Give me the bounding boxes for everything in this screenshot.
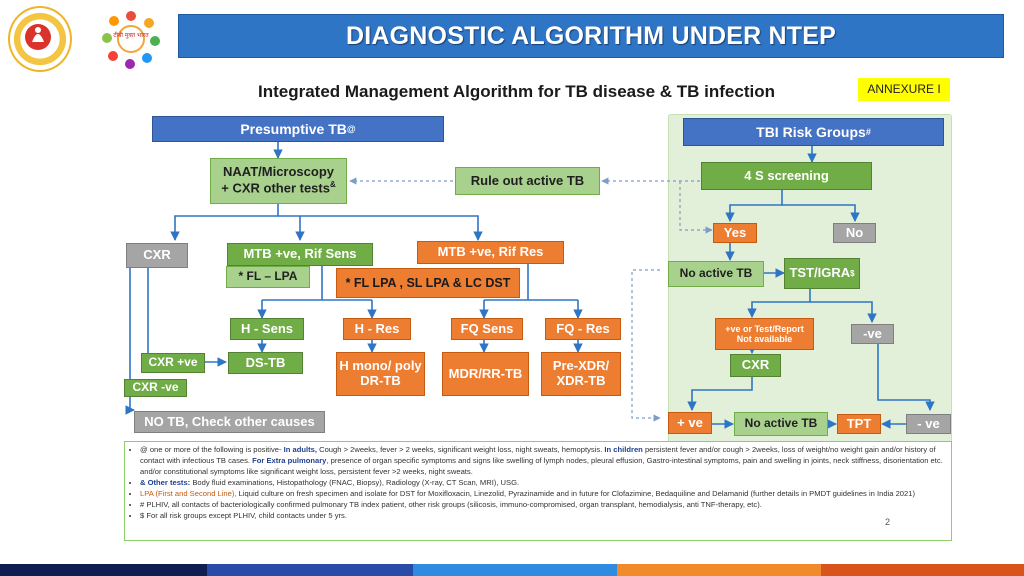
- mtb-rif-res-box: MTB +ve, Rif Res: [417, 241, 564, 264]
- cxr-right-box: CXR: [730, 354, 781, 377]
- positive-test-line1: +ve or Test/Report: [725, 323, 804, 334]
- positive-test-line2: Not available: [736, 334, 793, 344]
- no-active-tb-box: No active TB: [668, 261, 764, 287]
- mdr-rr-tb-box: MDR/RR-TB: [442, 352, 529, 396]
- fq-res-box: FQ - Res: [545, 318, 621, 340]
- presumptive-tb-box: [152, 116, 444, 142]
- yes-box: Yes: [713, 223, 757, 243]
- tst-igra-label: TST/IGRA: [789, 265, 851, 281]
- footer-strip-skyblue: [413, 564, 617, 576]
- plus-ve-box: + ve: [668, 412, 712, 434]
- footnote-2: • & Other tests: Body fluid examinations, Histopathology (FNAC, Biopsy), Radiology (X-ray, CT Scan, MRI), USG.: [140, 477, 945, 488]
- footnote-4: • # PLHIV, all contacts of bacteriologically confirmed pulmonary TB index patient, other risk groups (silicosis, immuno-compromised, organ transplant, hemodialysis, anti TNF-therapy, etc).: [140, 499, 945, 510]
- footer-strip-blue: [207, 564, 413, 576]
- annexure-badge: ANNEXURE I: [858, 78, 950, 101]
- h-mono-box: H mono/ poly DR-TB: [336, 352, 425, 396]
- presumptive-tb-label: Presumptive TB: [240, 120, 347, 137]
- cxr-box: CXR: [126, 243, 188, 268]
- mtb-rif-sens-box: MTB +ve, Rif Sens: [227, 243, 373, 266]
- logo2-text: टीबी मुक्त भारत: [113, 32, 149, 39]
- naat-sup: &: [329, 180, 336, 190]
- positive-test-box: [715, 318, 814, 350]
- ds-tb-box: DS-TB: [228, 352, 303, 374]
- cxr-pos-box: CXR +ve: [141, 353, 205, 373]
- fq-sens-box: FQ Sens: [451, 318, 523, 340]
- tst-igra-box: [784, 258, 860, 289]
- footnote-1: • @ one or more of the following is positive- In adults, Cough > 2weeks, fever > 2 weeks, significant weight loss, night sweats, hemoptysis. In children persistent fever and/or cough > 2weeks, loss of weight/no weight gain and/or history of contact with infectious TB cases. For Extra pulmonary, presence of organ specific symptoms and signs like swelling of lymph nodes, pleural effusion, Gastro-intestinal symptoms, pain and swelling in joints, neck stiffness, disorientation etc. and/or constitutional symptoms like significant weight loss, persistent fever >2 weeks, night sweats.: [140, 444, 945, 477]
- no-box: No: [833, 223, 876, 243]
- pre-xdr-box: Pre-XDR/ XDR-TB: [541, 352, 621, 396]
- footer-strip-orange: [617, 564, 821, 576]
- subtitle: Integrated Management Algorithm for TB disease & TB infection: [258, 82, 775, 101]
- footnote-3: • LPA (First and Second Line), Liquid culture on fresh specimen and isolate for DST for Moxifloxacin, Linezolid, Pyrazinamide and in future for Clofazimine, Bedaquiline and Delamanid (further details in PMDT guidelines in India 2021): [140, 488, 945, 499]
- no-tb-box: NO TB, Check other causes: [134, 411, 325, 433]
- fl-sl-lpa-box: * FL LPA , SL LPA & LC DST: [336, 268, 520, 298]
- tst-negative-box: -ve: [851, 324, 894, 344]
- footer-strip-darkorange: [821, 564, 1024, 576]
- naat-line2: + CXR other tests: [221, 180, 330, 196]
- page-number: 2: [885, 517, 891, 527]
- cxr-neg-box: CXR -ve: [124, 379, 187, 397]
- page-title: DIAGNOSTIC ALGORITHM UNDER NTEP: [346, 21, 836, 50]
- tst-sup: $: [850, 268, 855, 278]
- naat-line1: NAAT/Microscopy: [223, 164, 334, 180]
- tpt-box: TPT: [837, 414, 881, 434]
- footnote-5: • $ For all risk groups except PLHIV, child contacts under 5 yrs.: [140, 510, 945, 521]
- h-sens-box: H - Sens: [230, 318, 304, 340]
- tbi-sup: #: [865, 126, 871, 137]
- fl-lpa-box: * FL – LPA: [226, 266, 310, 288]
- tbi-risk-box: [683, 118, 944, 146]
- minus-ve-box: - ve: [906, 414, 951, 434]
- footnotes: [124, 441, 952, 541]
- rule-out-box: Rule out active TB: [455, 167, 600, 195]
- four-s-screening-box: 4 S screening: [701, 162, 872, 190]
- h-res-box: H - Res: [343, 318, 411, 340]
- no-active-tb-2-box: No active TB: [734, 412, 828, 436]
- naat-box: [210, 158, 347, 204]
- tbi-risk-label: TBI Risk Groups: [756, 123, 866, 140]
- footer-strip-navy: [0, 564, 207, 576]
- presumptive-sup: @: [346, 123, 356, 134]
